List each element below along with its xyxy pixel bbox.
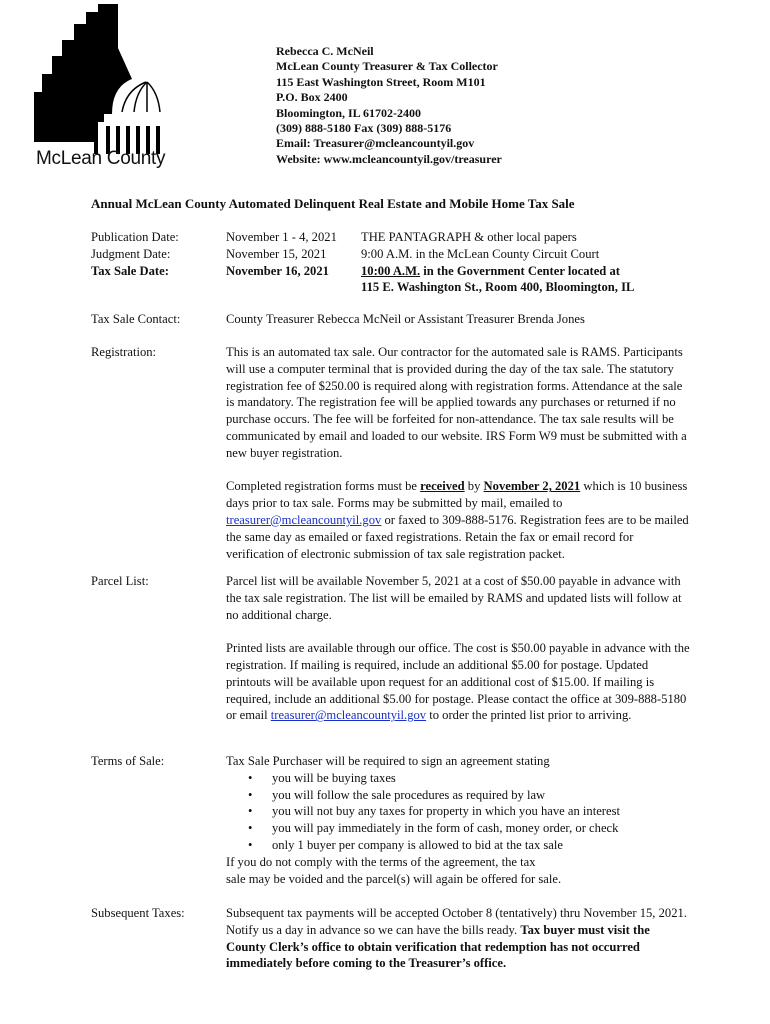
document-title: Annual McLean County Automated Delinquent Real Estate and Mobile Home Tax Sale — [91, 196, 575, 211]
judgment-date-label: Judgment Date: — [91, 246, 171, 261]
logo-text: McLean County — [36, 148, 166, 169]
registration-deadline: November 2, 2021 — [483, 479, 581, 494]
terms-label: Terms of Sale: — [91, 754, 165, 768]
tax-sale-location-1: in the Government Center located at — [420, 263, 620, 278]
parcel-paragraph-2: Printed lists are available through our office. The cost is $50.00 payable in advance with the registration. If mailing is required, include an additional $5.00 for postage. Updated printouts will be available upon request for an additional cost of $15.00. If mailing is required, include an additional $5.00 for postage. Please contact the office at 309-888-5180 or email treasurer@mcleancountyil.gov to order the printed list prior to arriving. — [226, 641, 690, 723]
list-item: • only 1 buyer per company is allowed to bid at the tax sale — [248, 837, 563, 852]
list-item: • you will be buying taxes — [248, 770, 396, 785]
publication-date-label: Publication Date: — [91, 230, 179, 244]
treasurer-email-link[interactable]: treasurer@mcleancountyil.gov — [226, 512, 382, 527]
county-logo — [34, 4, 166, 172]
list-item: • you will not buy any taxes for property in which you have an interest — [248, 804, 620, 819]
tax-sale-detail — [361, 263, 691, 280]
parcel-list-label: Parcel List: — [91, 574, 149, 588]
list-item: • you will pay immediately in the form of cash, money order, or check — [248, 821, 619, 836]
tax-sale-date-label: Tax Sale Date: — [91, 263, 169, 278]
tax-sale-date-value: November 16, 2021 — [226, 263, 329, 278]
judgment-date-value: November 15, 2021 — [226, 246, 327, 261]
tax-sale-location-2: 115 E. Washington St., Room 400, Bloomington, IL — [361, 280, 635, 295]
subsequent-taxes-text: Subsequent tax payments will be accepted October 8 (tentatively) thru November 15, 2021. Notify us a day in advance so we can have the bills ready. Tax buyer must visit the County Clerk’s office to obtain verification that redemption has not occurred immediately before coming to the Treasurer’s office. — [226, 906, 687, 971]
terms-list — [226, 770, 691, 854]
courthouse-dome-icon — [34, 4, 166, 154]
treasurer-name: Rebecca C. McNeil — [276, 44, 374, 58]
subsequent-taxes-label: Subsequent Taxes: — [91, 906, 185, 920]
registration-label: Registration: — [91, 345, 157, 359]
city-state-zip: Bloomington, IL 61702-2400 — [276, 105, 422, 120]
treasurer-address-block — [276, 44, 502, 167]
office-title: McLean County Treasurer & Tax Collector — [276, 59, 498, 74]
contact-label: Tax Sale Contact: — [91, 312, 181, 326]
phone-fax: (309) 888-5180 Fax (309) 888-5176 — [276, 121, 452, 136]
po-box: P.O. Box 2400 — [276, 90, 348, 105]
tax-sale-time: 10:00 A.M. — [361, 263, 421, 278]
street-address: 115 East Washington Street, Room M101 — [276, 74, 486, 89]
terms-outro-2: sale may be voided and the parcel(s) will again be offered for sale. — [226, 871, 562, 886]
registration-paragraph-2: Completed registration forms must be received by November 2, 2021 which is 10 business days prior to tax sale. Forms may be submitted by mail, emailed to treasurer@mcleancountyil.gov or faxed to 309-888-5176. Registration fees are to be mailed the same day as emailed or faxed registrations. Retain the fax or email record for verification of electronic submission of tax sale registration packet. — [226, 479, 689, 561]
website-line: Website: www.mcleancountyil.gov/treasurer — [276, 151, 502, 166]
publication-detail: THE PANTAGRAPH & other local papers — [361, 230, 577, 244]
email-line: Email: Treasurer@mcleancountyil.gov — [276, 136, 475, 151]
subsequent-taxes-warning: Tax buyer must visit the County Clerk’s office to obtain verification that redemption has not occurred immediately before coming to the Treasurer’s office. — [226, 922, 650, 971]
list-item: • you will follow the sale procedures as required by law — [248, 787, 546, 802]
dates-section — [91, 229, 691, 299]
contact-text: County Treasurer Rebecca McNeil or Assistant Treasurer Brenda Jones — [226, 312, 585, 326]
publication-date-value: November 1 - 4, 2021 — [226, 230, 337, 244]
terms-intro: Tax Sale Purchaser will be required to sign an agreement stating — [226, 754, 550, 768]
terms-outro-1: If you do not comply with the terms of the agreement, the tax — [226, 854, 536, 869]
registration-paragraph-1: This is an automated tax sale. Our contractor for the automated sale is RAMS. Participants will use a computer terminal that is provided during the day of the tax sale. The statutory registration fee of $250.00 is required along with registration forms. Attendance at the sale is mandatory. The registration fee will be applied towards any purchases or returned if no purchase occurs. The fee will be forfeited for non-attendance. The tax sale results will be communicated by email and loaded to our website. IRS Form W9 must be submitted with a new buyer registration. — [226, 345, 687, 460]
parcel-paragraph-1: Parcel list will be available November 5, 2021 at a cost of $50.00 payable in advance with the tax sale registration. The list will be emailed by RAMS and updated lists will follow at no additional charge. — [226, 574, 682, 622]
judgment-detail: 9:00 A.M. in the McLean County Circuit Court — [361, 246, 600, 261]
received-emphasis: received — [420, 479, 465, 494]
parcel-email-link[interactable]: treasurer@mcleancountyil.gov — [270, 708, 427, 723]
